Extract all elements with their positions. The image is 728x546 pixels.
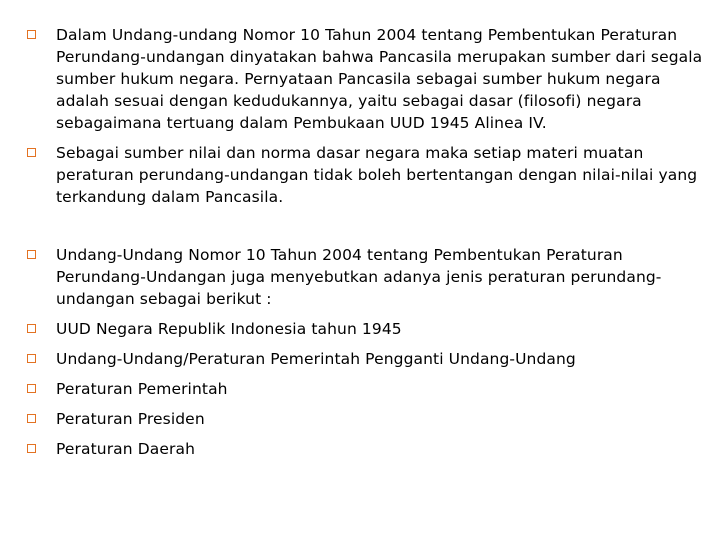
hollow-square-bullet-icon (27, 384, 36, 393)
bullet-item-1 (24, 24, 704, 134)
bullet-item-7 (24, 408, 704, 430)
bullet-text: Peraturan Daerah (56, 440, 195, 458)
bullet-text: Dalam Undang-undang Nomor 10 Tahun 2004 tentang Pembentukan Peraturan Perundang-undangan dinyatakan bahwa Pancasila merupakan sumber dari segala sumber hukum negara. Pernyataan Pancasila sebagai sumber hukum negara adalah sesuai dengan kedudukannya, yaitu sebagai dasar (filosofi) negara sebagaimana tertuang dalam Pembukaan UUD 1945 Alinea IV. (56, 26, 703, 132)
hollow-square-bullet-icon (27, 324, 36, 333)
bullet-item-4 (24, 318, 704, 340)
bullet-text: Peraturan Presiden (56, 410, 205, 428)
bullet-item-8 (24, 438, 704, 460)
hollow-square-bullet-icon (27, 444, 36, 453)
hollow-square-bullet-icon (27, 250, 36, 259)
bullet-text: Undang-Undang/Peraturan Pemerintah Pengganti Undang-Undang (56, 350, 576, 368)
bullet-item-3 (24, 244, 704, 310)
bullet-item-5 (24, 348, 704, 370)
bullet-text: Undang-Undang Nomor 10 Tahun 2004 tentang Pembentukan Peraturan Perundang-Undangan juga menyebutkan adanya jenis peraturan perundang-undangan sebagai berikut : (56, 246, 662, 308)
bullet-list (24, 24, 704, 468)
bullet-item-6 (24, 378, 704, 400)
bullet-text: UUD Negara Republik Indonesia tahun 1945 (56, 320, 402, 338)
hollow-square-bullet-icon (27, 414, 36, 423)
hollow-square-bullet-icon (27, 354, 36, 363)
bullet-text: Sebagai sumber nilai dan norma dasar negara maka setiap materi muatan peraturan perundang-undangan tidak boleh bertentangan dengan nilai-nilai yang terkandung dalam Pancasila. (56, 144, 698, 206)
hollow-square-bullet-icon (27, 148, 36, 157)
hollow-square-bullet-icon (27, 30, 36, 39)
bullet-item-2 (24, 142, 704, 208)
bullet-text: Peraturan Pemerintah (56, 380, 228, 398)
